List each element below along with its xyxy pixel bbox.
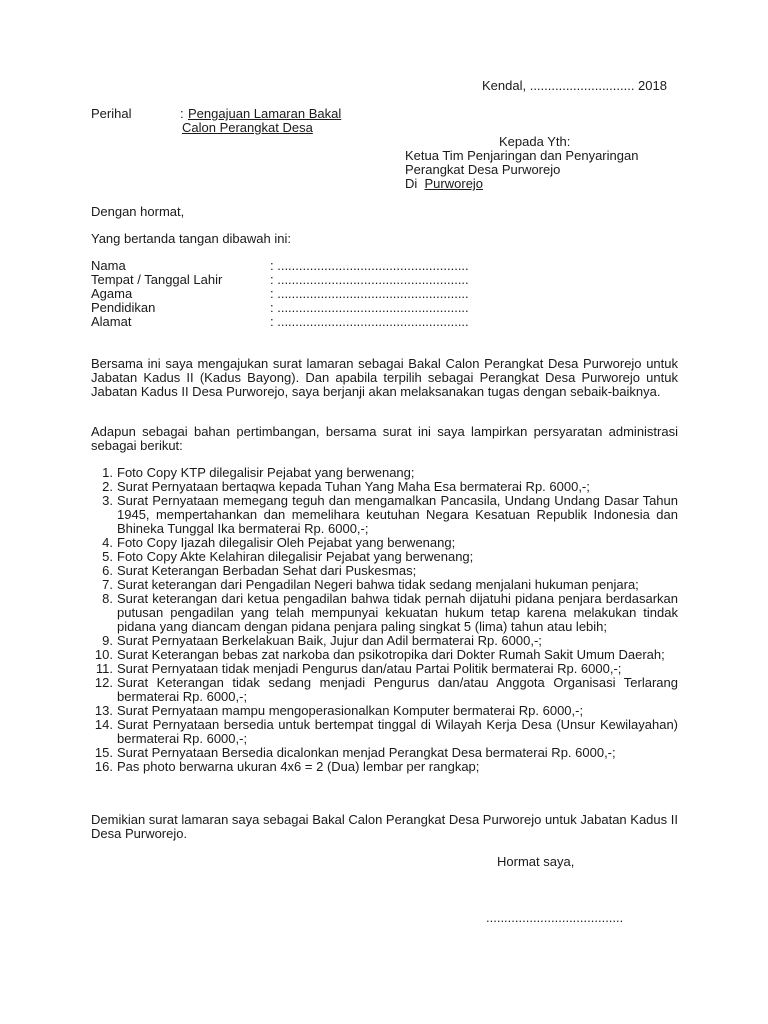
signoff: Hormat saya, [497, 854, 575, 869]
list-item-number: 6. [102, 563, 113, 578]
list-item-text: Surat keterangan dari Pengadilan Negeri bahwa tidak sedang menjalani hukuman penjara; [117, 577, 639, 592]
subject-line-2: Calon Perangkat Desa [182, 120, 313, 135]
signature-line: ...................................... [486, 910, 624, 925]
list-item-text: Surat Keterangan Berbadan Sehat dari Puskesmas; [117, 563, 417, 578]
list-item [91, 634, 678, 648]
paragraph-closing: Demikian surat lamaran saya sebagai Bakal Calon Perangkat Desa Purworejo untuk Jabatan Kadus II Desa Purworejo. [91, 812, 678, 841]
list-item-text: Foto Copy Akte Kelahiran dilegalisir Pejabat yang berwenang; [117, 549, 474, 564]
field-value-ttl: : ..................................................... [270, 272, 469, 287]
list-item-number: 10. [94, 647, 113, 662]
list-item-text: Surat Pernyataan Berkelakuan Baik, Jujur dan Adil bermaterai Rp. 6000,-; [117, 633, 542, 648]
subject-line-1: Pengajuan Lamaran Bakal [188, 106, 342, 121]
list-item [91, 466, 678, 480]
list-item-number: 4. [102, 535, 113, 550]
list-item-number: 14. [94, 717, 113, 732]
list-item-number: 5. [102, 549, 113, 564]
recipient-line-2: Perangkat Desa Purworejo [405, 162, 561, 177]
recipient-place: Purworejo [424, 176, 484, 191]
list-item-number: 9. [102, 633, 113, 648]
list-item-text: Surat Pernyataan tidak menjadi Pengurus dan/atau Partai Politik bermaterai Rp. 6000,-; [117, 661, 622, 676]
paragraph-requirements-intro: Adapun sebagai bahan pertimbangan, bersama surat ini saya lampirkan persyaratan administrasi sebagai berikut: [91, 424, 678, 453]
recipient-greeting: Kepada Yth: [499, 134, 571, 149]
list-item [91, 760, 678, 774]
list-item [91, 676, 678, 704]
subject-label: Perihal [91, 106, 132, 121]
field-label-ttl: Tempat / Tanggal Lahir [91, 272, 223, 287]
list-item [91, 494, 678, 536]
list-item-number: 16. [94, 759, 113, 774]
field-value-alamat: : ..................................................... [270, 314, 469, 329]
field-label-pendidikan: Pendidikan [91, 300, 156, 315]
list-item-text: Foto Copy Ijazah dilegalisir Oleh Pejabat yang berwenang; [117, 535, 456, 550]
recipient-di-line [405, 177, 483, 191]
list-item-text: Foto Copy KTP dilegalisir Pejabat yang berwenang; [117, 465, 415, 480]
list-item [91, 592, 678, 634]
list-item-text: Surat Pernyataan Bersedia dicalonkan menjad Perangkat Desa bermaterai Rp. 6000,-; [117, 745, 616, 760]
list-item [91, 564, 678, 578]
list-item [91, 662, 678, 676]
field-label-agama: Agama [91, 286, 133, 301]
list-item-text: Surat Pernyataan bersedia untuk bertempat tinggal di Wilayah Kerja Desa (Unsur Kewilayahan) bermaterai Rp. 6000,-; [117, 717, 678, 746]
place-date: Kendal, ............................. 2018 [482, 78, 667, 93]
list-item-number: 8. [102, 591, 113, 606]
list-item-text: Surat Pernyataan bertaqwa kepada Tuhan Yang Maha Esa bermaterai Rp. 6000,-; [117, 479, 590, 494]
field-value-agama: : ..................................................... [270, 286, 469, 301]
list-item [91, 648, 678, 662]
paragraph-application: Bersama ini saya mengajukan surat lamaran sebagai Bakal Calon Perangkat Desa Purworejo untuk Jabatan Kadus II (Kadus Bayong). Dan apabila terpilih sebagai Perangkat Desa Purworejo untuk Jabatan Kadus II Desa Purworejo, saya berjanji akan melaksanakan tugas dengan sebaik-baiknya. [91, 356, 678, 399]
recipient-di: Di [405, 176, 418, 191]
list-item-text: Surat Keterangan bebas zat narkoba dan psikotropika dari Dokter Rumah Sakit Umum Daerah; [117, 647, 665, 662]
list-item-number: 11. [95, 661, 113, 676]
subject-colon: : [180, 106, 184, 121]
requirements-list [91, 466, 678, 774]
field-label-nama: Nama [91, 258, 126, 273]
list-item-number: 12. [94, 675, 113, 690]
field-label-alamat: Alamat [91, 314, 132, 329]
list-item-number: 1. [102, 465, 113, 480]
list-item-number: 3. [102, 493, 113, 508]
list-item [91, 578, 678, 592]
field-value-nama: : ..................................................... [270, 258, 469, 273]
list-item-number: 2. [102, 479, 113, 494]
list-item [91, 718, 678, 746]
list-item [91, 704, 678, 718]
recipient-line-1: Ketua Tim Penjaringan dan Penyaringan [405, 148, 639, 163]
list-item-text: Surat keterangan dari ketua pengadilan bahwa tidak pernah dijatuhi pidana penjara berdasarkan putusan pengadilan yang telah mempunyai kekuatan hukum tetap karena melakukan tindak pidana yang diancam dengan pidana penjara paling singkat 5 (lima) tahun atau lebih; [117, 591, 678, 634]
list-item [91, 480, 678, 494]
list-item-number: 15. [94, 745, 113, 760]
salutation: Dengan hormat, [91, 204, 185, 219]
list-item [91, 746, 678, 760]
list-item [91, 550, 678, 564]
list-item-text: Surat Keterangan tidak sedang menjadi Pengurus dan/atau Anggota Organisasi Terlarang bermaterai Rp. 6000,-; [117, 675, 678, 704]
list-item [91, 536, 678, 550]
list-item-number: 7. [102, 577, 113, 592]
list-item-text: Pas photo berwarna ukuran 4x6 = 2 (Dua) lembar per rangkap; [117, 759, 480, 774]
list-item-number: 13. [94, 703, 113, 718]
list-item-text: Surat Pernyataan memegang teguh dan mengamalkan Pancasila, Undang Undang Dasar Tahun 1945, mempertahankan dan memelihara keutuhan Negara Kesatuan Republik Indonesia dan Bhineka Tunggal Ika bermaterai Rp. 6000,-; [117, 493, 678, 536]
intro-text: Yang bertanda tangan dibawah ini: [91, 231, 291, 246]
field-value-pendidikan: : ..................................................... [270, 300, 469, 315]
list-item-text: Surat Pernyataan mampu mengoperasionalkan Komputer bermaterai Rp. 6000,-; [117, 703, 584, 718]
